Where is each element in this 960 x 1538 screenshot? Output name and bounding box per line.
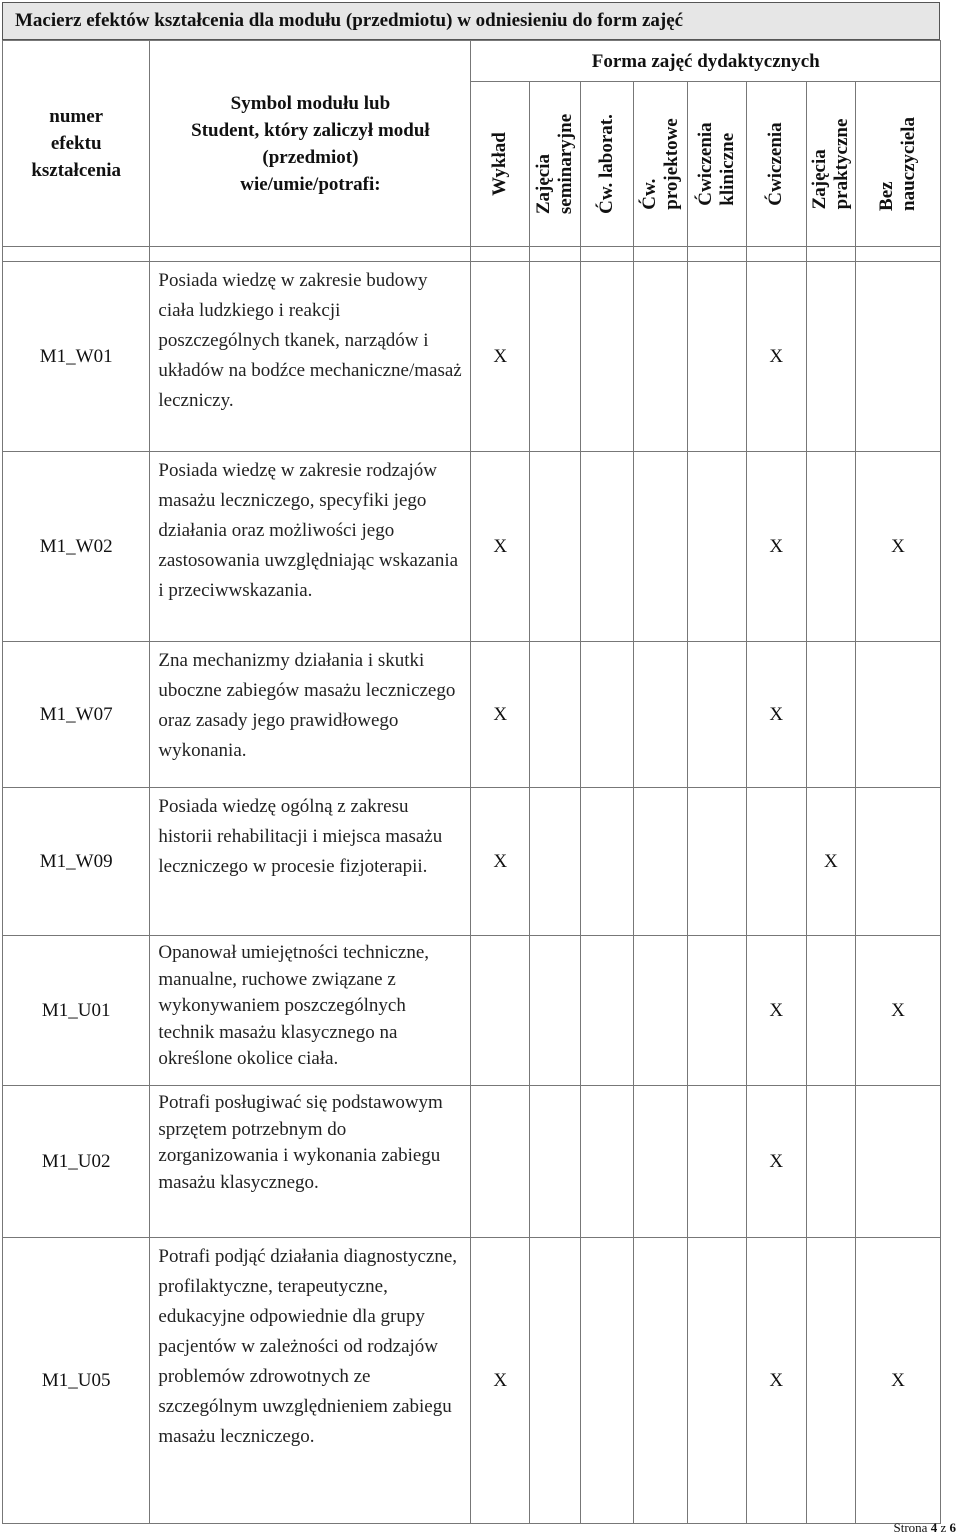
form-mark-cell: [471, 936, 530, 1086]
form-mark-cell: [747, 788, 807, 936]
form-mark-cell: X: [856, 452, 941, 642]
header-line: (przedmiot): [262, 146, 359, 168]
form-mark-cell: X: [471, 642, 530, 788]
matrix-title: Macierz efektów kształcenia dla modułu (przedmiotu) w odniesieniu do form zajęć: [2, 2, 940, 40]
form-mark-cell: [529, 452, 580, 642]
header-form-label: [533, 114, 577, 214]
form-mark-cell: [688, 262, 747, 452]
form-mark-cell: X: [856, 936, 941, 1086]
form-mark-cell: [806, 936, 855, 1086]
table-row: [3, 1238, 941, 1524]
header-line: Student, który zaliczył moduł: [191, 119, 430, 141]
form-mark-cell: [806, 642, 855, 788]
effect-description: Posiada wiedzę w zakresie budowy ciała ludzkiego i reakcji poszczególnych tkanek, narządów i układów na bodźce mechaniczne/masaż leczniczy.: [150, 262, 471, 452]
effect-description: Opanował umiejętności techniczne, manualne, ruchowe związane z wykonywaniem poszczególnych technik masażu klasycznego na określone okolice ciała.: [150, 936, 471, 1086]
header-numer-efektu: [3, 41, 150, 247]
header-form-6: [806, 82, 855, 247]
form-mark-cell: [581, 1238, 633, 1524]
header-form-line: nauczyciela: [898, 117, 920, 211]
form-mark-cell: [529, 262, 580, 452]
form-mark-cell: [581, 788, 633, 936]
form-mark-cell: X: [747, 262, 807, 452]
table-row: [3, 788, 941, 936]
header-form-line: Ćwiczenia: [695, 122, 717, 206]
form-mark-cell: [581, 642, 633, 788]
header-form-4: [688, 82, 747, 247]
header-form-label: [639, 118, 683, 209]
header-form-line: Ćw. laborat.: [596, 114, 618, 214]
header-line: wie/umie/potrafi:: [240, 173, 381, 195]
form-mark-cell: X: [747, 642, 807, 788]
form-mark-cell: [633, 642, 688, 788]
form-mark-cell: [688, 1238, 747, 1524]
form-mark-cell: [806, 1086, 855, 1238]
form-mark-cell: [633, 936, 688, 1086]
form-mark-cell: [688, 642, 747, 788]
form-mark-cell: X: [471, 1238, 530, 1524]
form-mark-cell: [471, 1086, 530, 1238]
effect-code: M1_U02: [3, 1086, 150, 1238]
header-form-label: [695, 122, 739, 205]
form-mark-cell: X: [747, 1238, 807, 1524]
form-mark-cell: [581, 262, 633, 452]
form-mark-cell: [856, 1086, 941, 1238]
form-mark-cell: [581, 1086, 633, 1238]
header-form-label: [596, 114, 618, 214]
effect-description: Zna mechanizmy działania i skutki uboczne zabiegów masażu leczniczego oraz zasady jego prawidłowego wykonania.: [150, 642, 471, 788]
effect-description: Posiada wiedzę ogólną z zakresu historii rehabilitacji i miejsca masażu leczniczego w procesie fizjoterapii.: [150, 788, 471, 936]
header-form-3: [633, 82, 688, 247]
form-mark-cell: [856, 262, 941, 452]
form-mark-cell: [581, 936, 633, 1086]
form-mark-cell: X: [856, 1238, 941, 1524]
header-form-5: [747, 82, 807, 247]
footer-separator: z: [940, 1520, 947, 1535]
form-mark-cell: [688, 788, 747, 936]
effect-description: Posiada wiedzę w zakresie rodzajów masażu leczniczego, specyfiki jego działania oraz możliwości jego zastosowania uwzględniając wskazania i przeciwwskazania.: [150, 452, 471, 642]
form-mark-cell: [633, 788, 688, 936]
form-mark-cell: [688, 936, 747, 1086]
table-row: [3, 936, 941, 1086]
form-mark-cell: [688, 1086, 747, 1238]
footer-label: Strona: [893, 1520, 928, 1535]
table-row: [3, 642, 941, 788]
form-mark-cell: [529, 642, 580, 788]
header-form-line: kliniczne: [717, 132, 739, 206]
form-mark-cell: X: [747, 936, 807, 1086]
footer-page-number: 4: [930, 1520, 938, 1535]
table-row: [3, 452, 941, 642]
header-form-0: [471, 82, 530, 247]
effect-code: M1_U01: [3, 936, 150, 1086]
effect-description: Potrafi podjąć działania diagnostyczne, profilaktyczne, terapeutyczne, edukacyjne odpowiednie dla grupy pacjentów w zależności od rodzajów problemów zdrowotnych ze szczególnym uwzględnieniem zabiegu masażu leczniczego.: [150, 1238, 471, 1524]
effect-code: M1_W02: [3, 452, 150, 642]
form-mark-cell: [581, 452, 633, 642]
form-mark-cell: X: [747, 1086, 807, 1238]
form-mark-cell: [688, 452, 747, 642]
table-row: [3, 1086, 941, 1238]
header-form-label: [489, 132, 511, 196]
form-mark-cell: X: [747, 452, 807, 642]
header-form-line: Zajęcia: [533, 153, 555, 215]
effect-code: M1_W07: [3, 642, 150, 788]
header-line: numer: [49, 106, 104, 127]
spacer-row: [3, 247, 941, 262]
form-mark-cell: X: [471, 452, 530, 642]
header-form-line: Bez: [876, 181, 898, 211]
header-line: efektu: [50, 133, 102, 154]
header-symbol: [150, 41, 471, 247]
form-mark-cell: [529, 1086, 580, 1238]
form-mark-cell: [806, 262, 855, 452]
header-form-2: [581, 82, 633, 247]
form-mark-cell: [633, 452, 688, 642]
form-mark-cell: [529, 788, 580, 936]
effects-matrix-table: [2, 40, 941, 1524]
form-mark-cell: X: [471, 788, 530, 936]
effect-code: M1_U05: [3, 1238, 150, 1524]
form-mark-cell: [856, 788, 941, 936]
header-line: Symbol modułu lub: [230, 92, 391, 114]
form-mark-cell: X: [471, 262, 530, 452]
header-form-line: praktyczne: [830, 118, 852, 210]
header-form-line: Wykład: [489, 132, 511, 196]
effect-description: Potrafi posługiwać się podstawowym sprzętem potrzebnym do zorganizowania i wykonania zabiegu masażu klasycznego.: [150, 1086, 471, 1238]
footer-total-pages: 6: [949, 1520, 956, 1535]
table-row: [3, 262, 941, 452]
form-mark-cell: [633, 1238, 688, 1524]
page-footer: [894, 1520, 956, 1536]
header-form-7: [856, 82, 941, 247]
header-form-line: seminaryjne: [555, 113, 577, 215]
form-mark-cell: [633, 262, 688, 452]
header-forma-zajec: Forma zajęć dydaktycznych: [471, 41, 941, 82]
header-form-label: [765, 122, 787, 205]
form-mark-cell: [856, 642, 941, 788]
effect-code: M1_W09: [3, 788, 150, 936]
header-line: kształcenia: [31, 160, 122, 181]
form-mark-cell: [529, 1238, 580, 1524]
header-form-line: Zajęcia: [808, 149, 830, 210]
effect-code: M1_W01: [3, 262, 150, 452]
header-form-line: projektowe: [660, 118, 682, 210]
form-mark-cell: [806, 1238, 855, 1524]
form-mark-cell: [529, 936, 580, 1086]
form-mark-cell: [633, 1086, 688, 1238]
header-form-line: Ćwiczenia: [765, 122, 787, 206]
header-form-label: [809, 119, 853, 210]
header-form-1: [529, 82, 580, 247]
form-mark-cell: X: [806, 788, 855, 936]
header-form-label: [876, 117, 920, 211]
form-mark-cell: [806, 452, 855, 642]
header-form-line: Ćw.: [638, 178, 660, 210]
